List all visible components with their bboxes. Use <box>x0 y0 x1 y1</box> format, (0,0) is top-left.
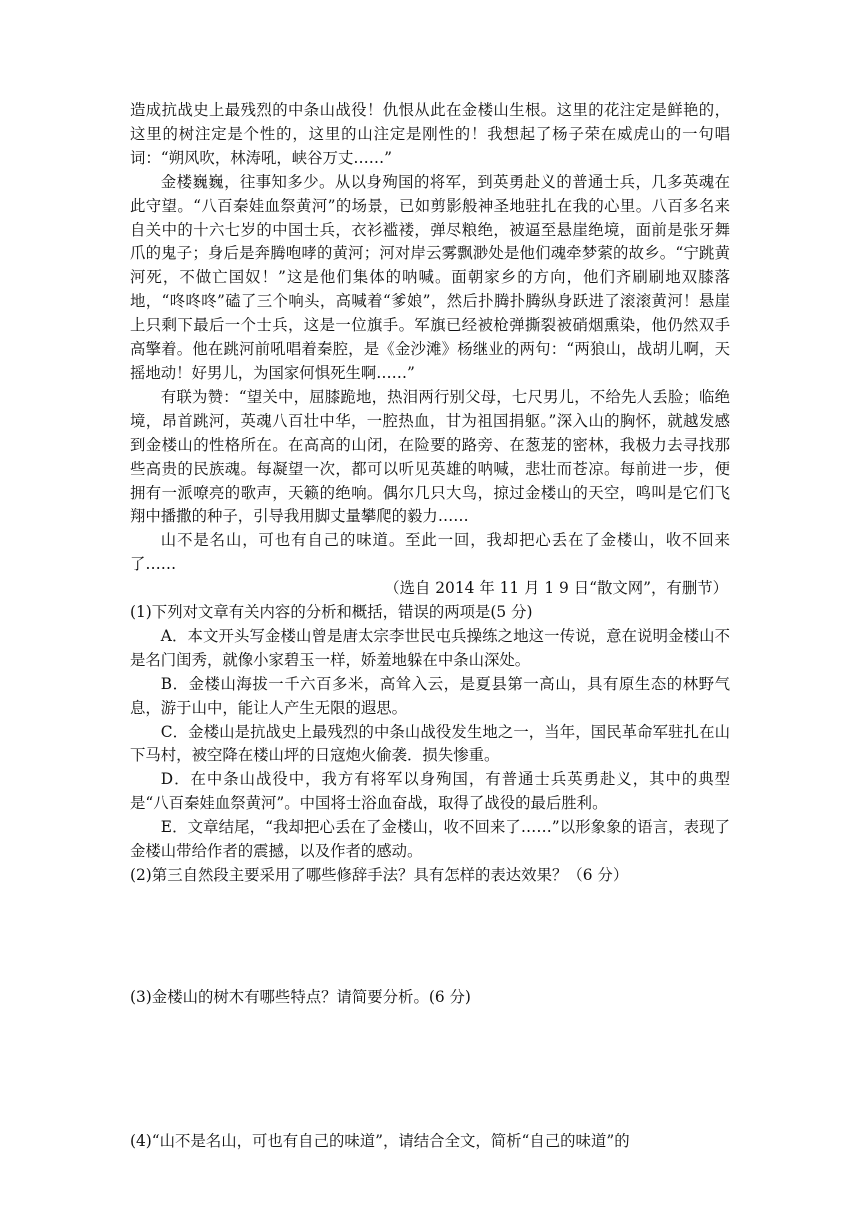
article-source: （选自 2014 年 11 月 1 9 日“散文网”，有删节） <box>384 579 728 598</box>
article-paragraph-2: 金楼巍巍，往事知多少。从以身殉国的将军，到英勇赴义的普通士兵，几多英魂在此守望。“八百秦娃血祭黄河”的场景，已如剪影般神圣地驻扎在我的心里。八百多名来自关中的十六七岁的中国士兵，衣衫褴褛，弹尽粮绝，被逼至悬崖绝境，面前是张牙舞爪的鬼子；身后是奔腾咆哮的黄河；河对岸云雾飘渺处是他们魂牵梦萦的故乡。“宁跳黄河死，不做亡国奴！”这是他们集体的呐喊。面朝家乡的方向，他们齐刷刷地双膝落地，“咚咚咚”磕了三个响头，高喊着“爹娘”，然后扑腾扑腾纵身跃进了滚滚黄河！悬崖上只剩下最后一个士兵，这是一位旗手。军旗已经被枪弹撕裂被硝烟熏染，他仍然双手高擎着。他在跳河前吼唱着秦腔，是《金沙滩》杨继业的两句：“两狼山，战胡儿啊，天摇地动！好男儿，为国家何惧死生啊……” <box>130 172 730 382</box>
question-1: (1)下列对文章有关内容的分析和概括，错误的两项是(5 分) <box>130 603 533 622</box>
article-paragraph-4: 山不是名山，可也有自己的味道。至此一回，我却把心丢在了金楼山，收不回来了…… <box>130 531 730 574</box>
question-1-option-c: C．金楼山是抗战史上最残烈的中条山战役发生地之一，当年，国民革命军驻扎在山下马村，被空降在楼山坪的日寇炮火偷袭．损失惨重。 <box>130 722 730 765</box>
answer-space-2 <box>130 888 730 986</box>
document-page <box>130 99 730 1154</box>
question-3: (3)金楼山的树木有哪些特点？请简要分析。(6 分) <box>130 987 471 1006</box>
question-1-option-d: D．在中条山战役中，我方有将军以身殉国，有普通士兵英勇赴义，其中的典型是“八百秦娃血祭黄河”。中国将士浴血奋战，取得了战役的最后胜利。 <box>130 770 730 813</box>
article-paragraph-3: 有联为赞：“望关中，屈膝跪地，热泪两行别父母，七尺男儿，不给先人丢脸；临绝境，昂首跳河，英魂八百壮中华，一腔热血，甘为祖国捐躯。”深入山的胸怀，就越发感到金楼山的性格所在。在高高的山闭，在险要的路旁、在葱茏的密林，我极力去寻找那些高贵的民族魂。每凝望一次，都可以听见英雄的呐喊，悲壮而苍凉。每前进一步，便拥有一派嘹亮的歌声，天籁的绝响。偶尔几只大鸟，掠过金楼山的天空，鸣叫是它们飞翔中播撒的种子，引导我用脚丈量攀爬的毅力…… <box>130 387 730 526</box>
question-1-option-b: B．金楼山海拔一千六百多米，高耸入云，是夏县第一高山，具有原生态的林野气息，游于山中，能让人产生无限的遐思。 <box>130 674 730 717</box>
answer-space-3 <box>130 1010 730 1130</box>
question-2: (2)第三自然段主要采用了哪些修辞手法？具有怎样的表达效果？（6 分） <box>130 866 629 884</box>
article-paragraph-1: 造成抗战史上最残烈的中条山战役！仇恨从此在金楼山生根。这里的花注定是鲜艳的，这里的树注定是个性的，这里的山注定是刚性的！我想起了杨子荣在威虎山的一句唱词：“朔风吹，林涛吼，峡谷万丈……” <box>130 101 730 167</box>
question-1-option-a: A．本文开头写金楼山曾是唐太宗李世民屯兵操练之地这一传说，意在说明金楼山不是名门闺秀，就像小家碧玉一样，娇羞地躲在中条山深处。 <box>130 626 730 669</box>
question-1-option-e: E．文章结尾，“我却把心丢在了金楼山，收不回来了……”以形象象的语言，表现了金楼山带给作者的震撼，以及作者的感动。 <box>130 818 730 861</box>
question-4: (4)“山不是名山，可也有自己的味道”，请结合全文，简析“自己的味道”的 <box>130 1131 630 1150</box>
